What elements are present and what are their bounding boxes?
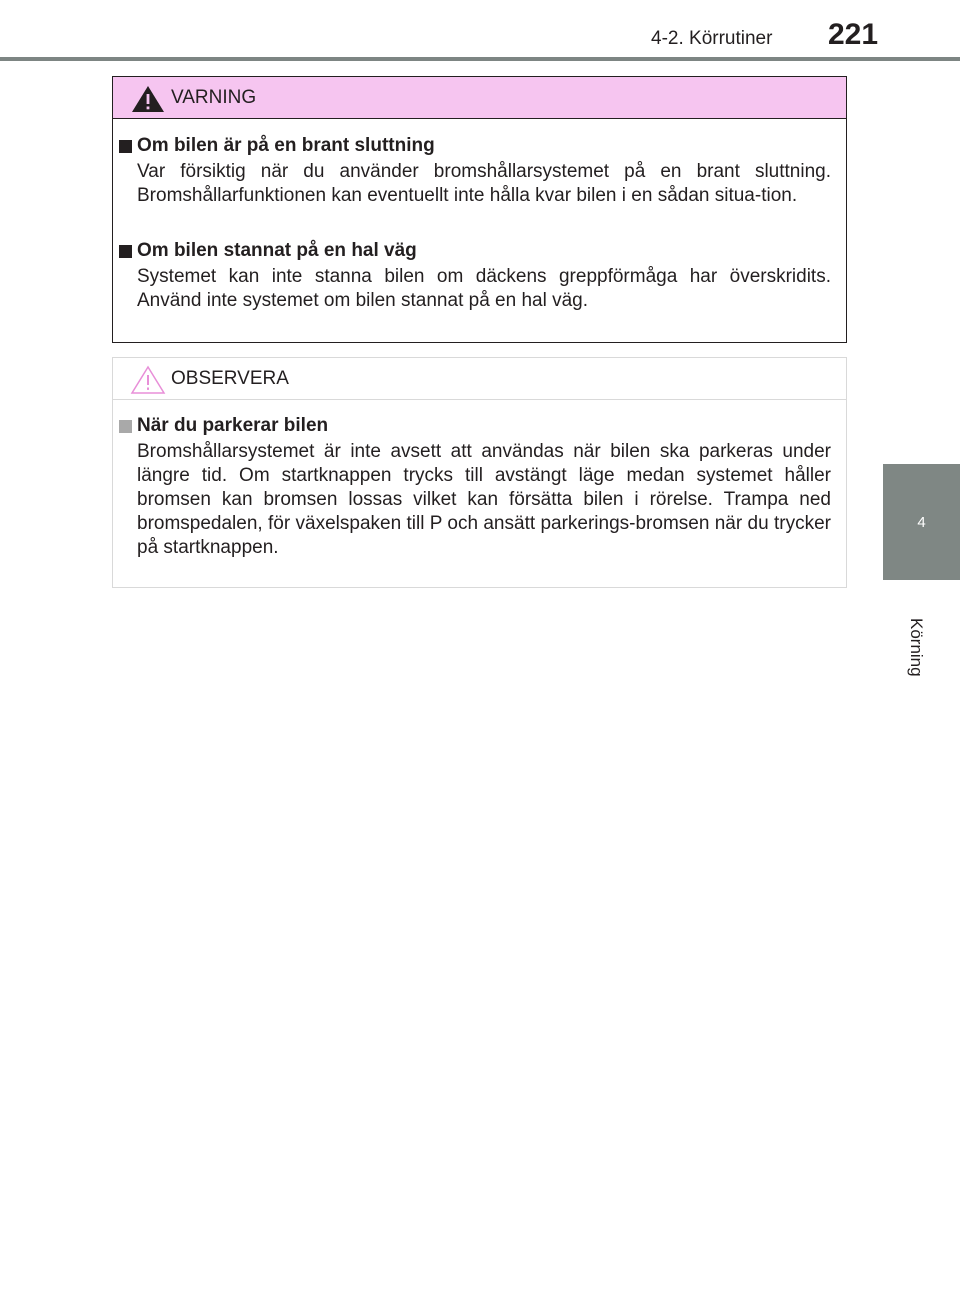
notice-label: OBSERVERA <box>171 368 289 389</box>
caution-triangle-outline-icon <box>130 365 166 395</box>
warning-header <box>113 77 846 119</box>
warning-box <box>112 76 847 343</box>
chapter-label: Körning <box>907 618 926 677</box>
chapter-tab <box>883 464 960 580</box>
warning-item-text: Systemet kan inte stanna bilen om däckens greppförmåga har överskridits. Använd inte systemet om bilen stannat på en hal väg. <box>137 266 831 311</box>
notice-header <box>113 358 846 400</box>
warning-item-title: Om bilen stannat på en hal väg <box>137 240 417 261</box>
square-bullet-icon <box>119 420 132 433</box>
warning-item-title: Om bilen är på en brant sluttning <box>137 135 435 156</box>
chapter-number: 4 <box>917 514 926 531</box>
square-bullet-icon <box>119 245 132 258</box>
warning-label: VARNING <box>171 87 257 108</box>
notice-item-title: När du parkerar bilen <box>137 415 329 436</box>
warning-item-text: Var försiktig när du använder bromshållarsystemet på en brant sluttning. Bromshållarfunktionen kan eventuellt inte hålla kvar bilen i en sådan situa-tion. <box>137 161 831 206</box>
square-bullet-icon <box>119 140 132 153</box>
header-rule <box>0 57 960 61</box>
notice-box <box>112 357 847 588</box>
page-number: 221 <box>828 18 879 51</box>
warning-triangle-icon <box>130 84 166 114</box>
section-title: 4-2. Körrutiner <box>651 28 773 49</box>
notice-item-text: Bromshållarsystemet är inte avsett att användas när bilen ska parkeras under längre tid. Om startknappen trycks till avstängt läge medan systemet håller bromsen kan bromsen lossas vilket kan försätta bilen i rörelse. Trampa ned bromspedalen, för växelspaken till P och ansätt parkerings-bromsen när du trycker på startknappen. <box>137 441 831 558</box>
